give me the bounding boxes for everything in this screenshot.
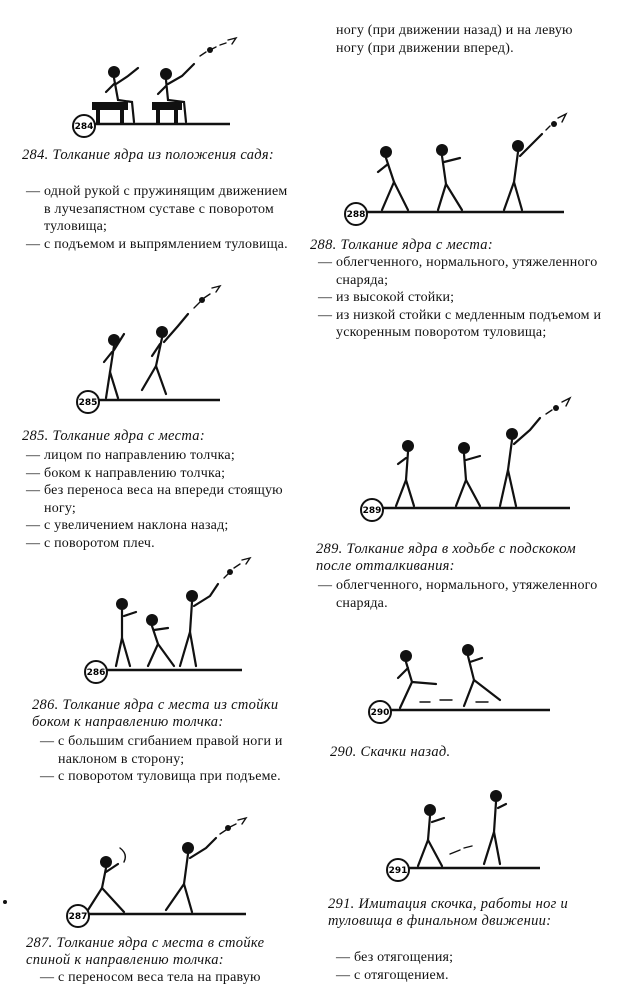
list-item: — без переноса веса на впереди стоящую ногу; xyxy=(26,483,283,516)
list-286 xyxy=(40,733,308,786)
list-item: — без отягощения; xyxy=(336,950,454,965)
list-item: — одной рукой с пружинящим движением в лучезапястном суставе с поворотом туловища; xyxy=(26,184,288,234)
list-item: — боком к направлению толчка; xyxy=(26,465,226,481)
list-item: — с большим сгибанием правой ноги и наклоном в сторону; xyxy=(40,734,283,767)
figure-287-number: 287 xyxy=(68,912,88,922)
list-item: — с переносом веса тела на правую xyxy=(40,970,261,985)
caption-291: 291. Имитация скочка, работы ног и туловища в финальном движении: xyxy=(328,896,569,929)
list-item: — из низкой стойки с медленным подъемом и ускоренным поворотом туловища; xyxy=(318,307,602,340)
figure-289-number: 289 xyxy=(362,506,382,516)
figure-290-number: 290 xyxy=(370,708,390,718)
list-item: — лицом по направлению толчка; xyxy=(26,448,235,463)
figure-287 xyxy=(66,818,256,928)
list-item: — с увеличением наклона назад; xyxy=(26,518,229,533)
caption-290: 290. Скачки назад. xyxy=(330,744,451,760)
caption-289: 289. Толкание ядра в ходьбе с подскоком после отталкивания: xyxy=(316,541,576,574)
figure-286 xyxy=(82,556,252,686)
figure-285-number: 285 xyxy=(78,398,98,408)
figure-288-number: 288 xyxy=(346,210,366,220)
list-287 xyxy=(40,969,308,987)
list-item: — из высокой стойки; xyxy=(318,290,455,305)
caption-284: 284. Толкание ядра из положения садя: xyxy=(22,147,275,163)
figure-284 xyxy=(70,30,240,140)
caption-288: 288. Толкание ядра с места: xyxy=(310,237,493,253)
caption-287: 287. Толкание ядра с места в стойке спиной к направлению толчка: xyxy=(26,935,265,968)
continuation-287: ногу (при движении назад) и на левую ногу (при движении вперед). xyxy=(336,23,573,56)
figure-290 xyxy=(360,636,560,726)
figure-285 xyxy=(70,280,240,415)
scan-artifact xyxy=(3,900,7,904)
list-item: — с поворотом туловища при подъеме. xyxy=(40,769,281,784)
list-item: — с отягощением. xyxy=(336,967,449,983)
caption-285: 285. Толкание ядра с места: xyxy=(22,428,205,444)
list-285 xyxy=(26,447,296,552)
figure-291-number: 291 xyxy=(388,866,408,876)
caption-286: 286. Толкание ядра с места из стойки боком к направлению толчка: xyxy=(32,697,279,730)
list-item: — с подъемом и выпрямлением туловища. xyxy=(26,236,288,252)
figure-288 xyxy=(342,112,572,224)
list-item: — облегченного, нормального, утяжеленного снаряда. xyxy=(318,578,598,611)
list-284 xyxy=(26,183,296,253)
figure-284-number: 284 xyxy=(74,122,94,132)
list-288 xyxy=(318,254,604,342)
figure-291 xyxy=(360,780,560,880)
figure-289 xyxy=(356,398,586,523)
list-289 xyxy=(318,577,604,612)
list-291 xyxy=(336,949,604,984)
figure-286-number: 286 xyxy=(86,668,106,678)
list-item: — с поворотом плеч. xyxy=(26,535,155,551)
list-item: — облегченного, нормального, утяжеленного снаряда; xyxy=(318,255,598,288)
